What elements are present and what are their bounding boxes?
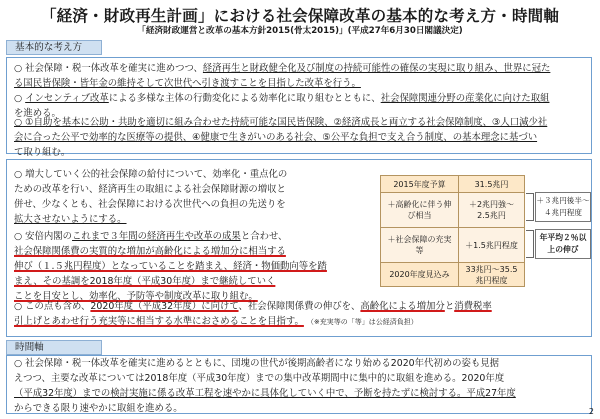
budget-table-row-label: ＋高齢化に伴う伸び相当: [381, 193, 459, 228]
budget-table-row-label: 2020年度見込み: [381, 263, 459, 287]
total-increase-note: ＋３兆円後半～４兆円程度: [535, 192, 591, 222]
annual-growth-note: 年平均２％以上の伸び: [535, 229, 591, 259]
budget-table-year-header: 2015年度予算: [381, 176, 459, 193]
basic-principles-box: [6, 57, 592, 158]
bracket-connector: [526, 193, 534, 221]
page-subtitle: 「経済財政運営と改革の基本方針2015(骨太2015)」(平成27年6月30日閣議決定): [137, 26, 463, 36]
budget-table: [380, 175, 525, 287]
budget-table-row-value: 33兆円～35.5兆円程度: [459, 263, 525, 287]
principle-item-2: ○ インセンティブ改革による多様な主体の行動変化による効率化に取り組むとともに、社会保障関連分野の産業化に向けた取組 を進める。: [14, 93, 550, 119]
budget-table-row-label: ＋社会保障の充実等: [381, 228, 459, 263]
page-title: 「経済・財政再生計画」における社会保障改革の基本的な考え方・時間軸: [40, 7, 560, 25]
budget-table-amount-header: 31.5兆円: [459, 176, 525, 193]
expenditure-item-1: ○ 増大していく公的社会保障の給付について、効率化・重点化の ための改革を行い、経済再生の取組による社会保障財源の増収と 併せ、少なくとも、社会保障における次世代への負担の先送りを 拡大させないようにする。: [14, 169, 288, 225]
budget-table-row-value: ＋1.5兆円程度: [459, 228, 525, 263]
principle-item-1: ○ 社会保障・税一体改革を確実に進めつつ、経済再生と財政健全化及び制度の持続可能性の確保の実現に取り組み、世界に冠た る国民皆保険・皆年金の維持そして次世代へ引き渡すことを目指した改革を行う。: [14, 63, 551, 89]
principle-item-3: ○ ①自助を基本に公助・共助を適切に組み合わせた持続可能な国民皆保険、②経済成長と両立する社会保障制度、③人口減少社 会に合った公平で効率的な医療等の提供、④健康で生きがいのある社会、⑤公平な負担で支え合う制度、の基本理念に基づい て取り組む。: [14, 117, 548, 158]
timeline-item-1: ○ 社会保障・税一体改革を確実に進めるとともに、団塊の世代が後期高齢者になり始める2020年代初めの姿も見据 えつつ、主要な改革については2018年度（平成30年度）までの集中改革期間中に集中的に取組を進める。2020年度 （平成32年度）までの検討実施に係る改革工程を速やかに具体化していく中で、予断を持たずに検討する。平成27年度 からできる限り速やかに取組を進める。: [14, 358, 516, 414]
budget-table-row-value: ＋2兆円強～2.5兆円: [459, 193, 525, 228]
expenditure-item-3: ○ この点も含め、2020年度（平成32年度）に向けて、社会保障関係費の伸びを、高齢化による増加分と消費税率 引上げとあわせ行う充実等に相当する水準におさめることを目指す。 （※充実等の「等」は公経済負担）: [14, 301, 492, 327]
section-heading-basic: 基本的な考え方: [6, 40, 102, 55]
bracket-connector: [526, 230, 534, 258]
expenditure-item-2: ○ 安倍内閣のこれまで３年間の経済再生や改革の成果と合わせ、 社会保障関係費の実質的な増加が高齢化による増加分に相当する 伸び（１.５兆円程度）となっていることを踏まえ、経済・物価動向等を踏 まえ、その基調を2018年度（平成30年度）まで継続していく ことを目安とし、効率化、予防等や制度改革に取り組む。: [14, 231, 327, 302]
timeline-box: [6, 355, 592, 414]
section-heading-timeline: 時間軸: [6, 340, 102, 355]
page-number: 2: [588, 407, 594, 416]
